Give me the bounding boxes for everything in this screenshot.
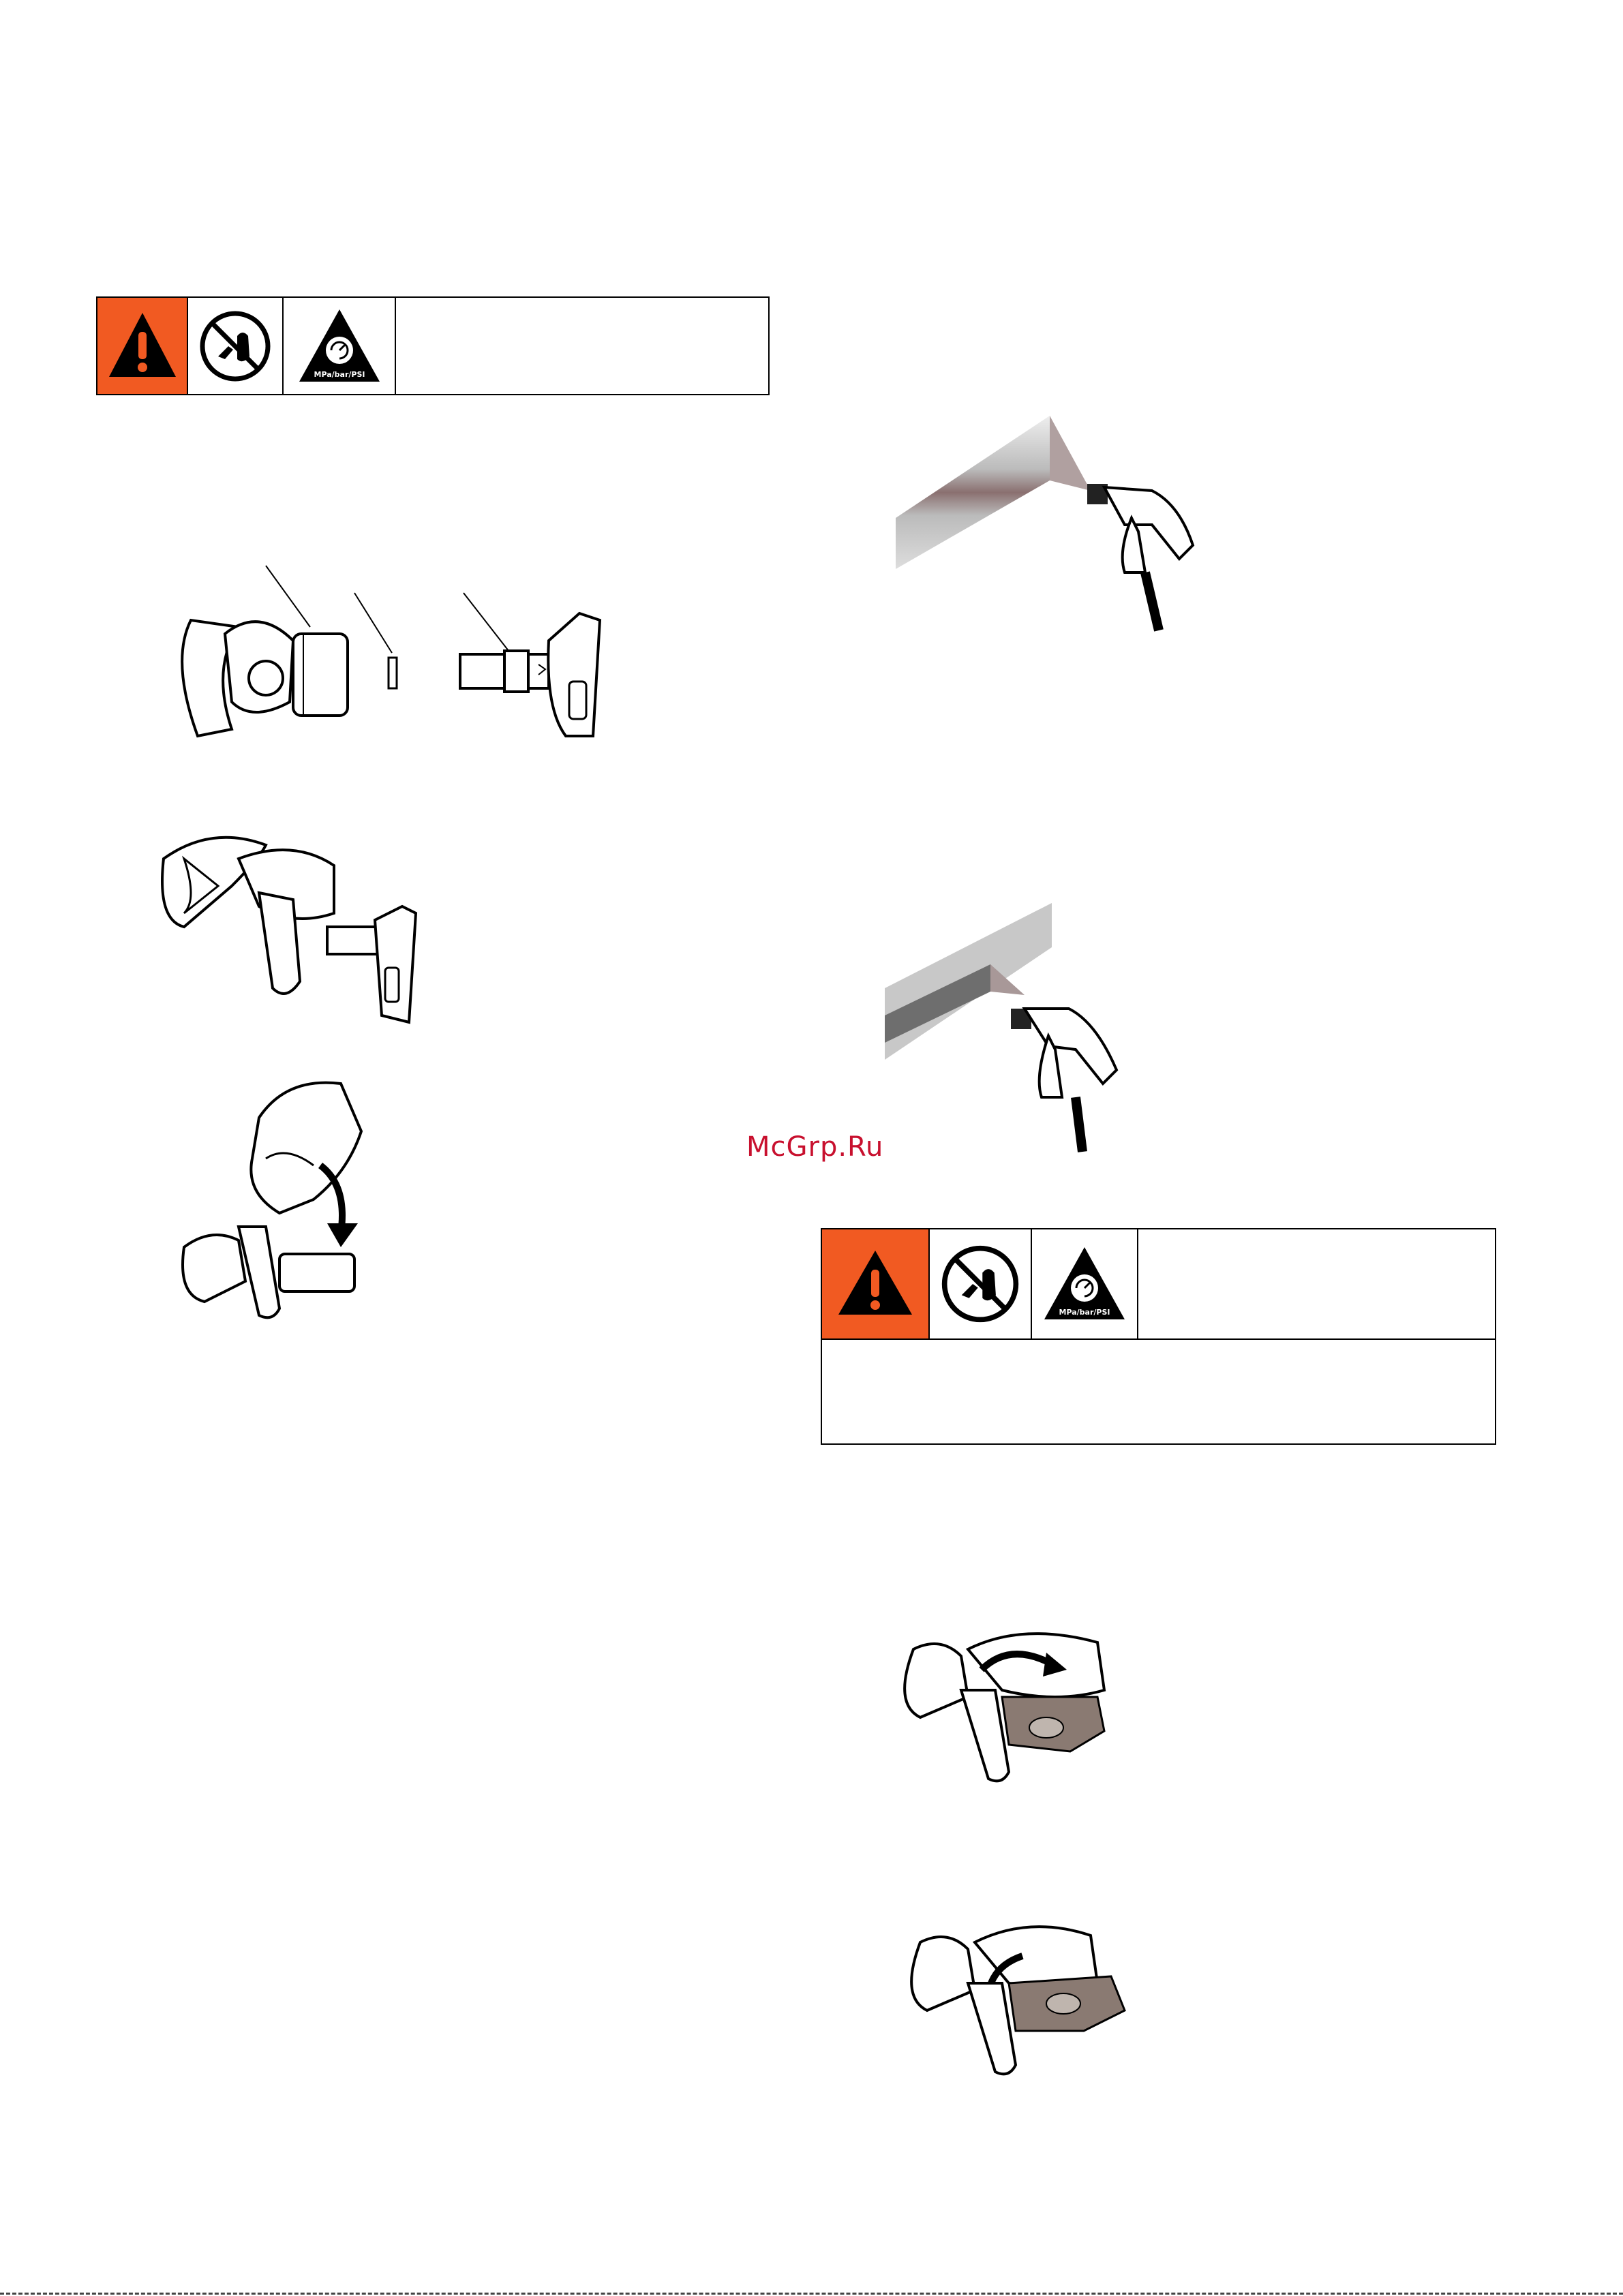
no-hand-spray-cell xyxy=(930,1229,1032,1338)
rotate-tip-back xyxy=(907,1915,1138,2079)
pressure-relief-cell xyxy=(284,298,396,394)
warning-text-cell xyxy=(1138,1229,1495,1338)
spray-narrow-pattern xyxy=(885,900,1157,1159)
tip-guard-assembly xyxy=(157,831,443,1036)
pressure-relief-icon xyxy=(295,305,384,387)
watermark: McGrp.Ru xyxy=(746,1131,884,1163)
warning-body xyxy=(822,1340,1495,1445)
pressure-relief-cell xyxy=(1032,1229,1138,1338)
spray-wide-pattern xyxy=(893,416,1220,641)
pressure-label: MPa/bar/PSI xyxy=(314,369,365,379)
warning-box-2 xyxy=(821,1228,1496,1445)
pressure-relief-icon xyxy=(1040,1243,1129,1325)
warning-triangle-icon xyxy=(105,309,180,384)
warning-triangle-cell xyxy=(822,1229,930,1338)
warning-box-1 xyxy=(96,296,770,395)
tip-guard-assembly-exploded xyxy=(157,566,634,750)
rotate-tip-clockwise xyxy=(900,1629,1125,1786)
no-hand-spray-icon xyxy=(939,1243,1021,1325)
no-hand-spray-cell xyxy=(188,298,284,394)
warning-triangle-cell xyxy=(97,298,188,394)
warning-triangle-icon xyxy=(834,1246,916,1321)
pressure-label: MPa/bar/PSI xyxy=(1059,1308,1110,1317)
page-bottom-rule xyxy=(0,2293,1623,2295)
warning-text-cell xyxy=(396,298,768,394)
no-hand-spray-icon xyxy=(198,309,273,384)
hand-tightening-guard xyxy=(177,1077,416,1322)
